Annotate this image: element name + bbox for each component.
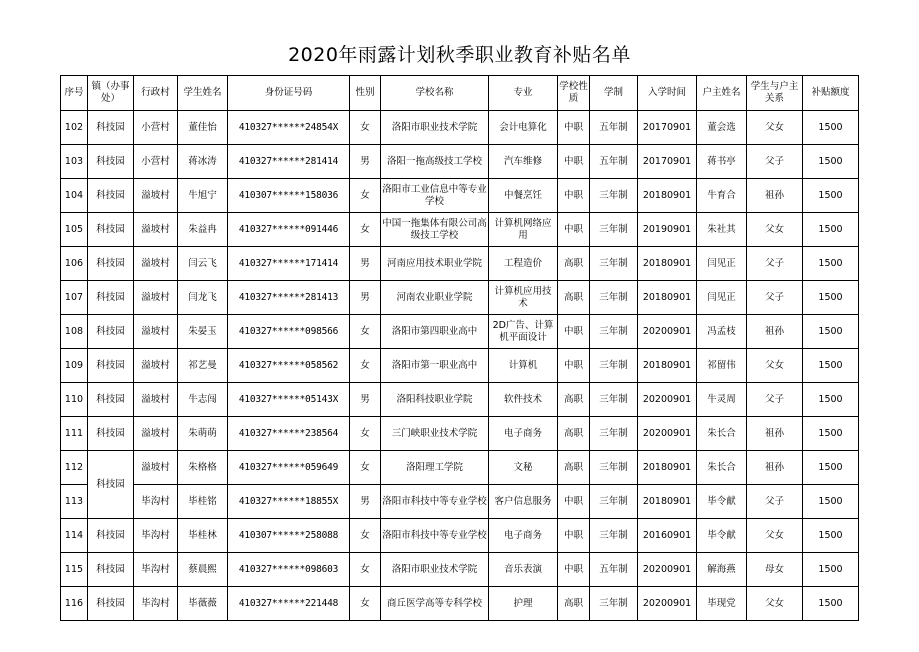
cell-village: 小营村 <box>134 111 178 145</box>
cell-subsidy: 1500 <box>803 213 859 247</box>
cell-gender: 男 <box>350 383 381 417</box>
col-header-major: 专业 <box>489 76 558 111</box>
cell-id-number: 410327******281414 <box>228 145 350 179</box>
cell-village: 溢坡村 <box>134 349 178 383</box>
cell-index: 102 <box>61 111 88 145</box>
col-header-relation: 学生与户主关系 <box>747 76 803 111</box>
cell-major: 汽车维修 <box>489 145 558 179</box>
table-row <box>61 179 859 213</box>
cell-index: 114 <box>61 519 88 553</box>
cell-school-type: 高职 <box>558 281 590 315</box>
cell-school: 洛阳市第一职业高中 <box>381 349 489 383</box>
cell-gender: 男 <box>350 485 381 519</box>
cell-school-type: 中职 <box>558 485 590 519</box>
cell-householder: 牛灵周 <box>697 383 747 417</box>
cell-relation: 父子 <box>747 247 803 281</box>
cell-id-number: 410327******098603 <box>228 553 350 587</box>
cell-index: 110 <box>61 383 88 417</box>
cell-relation: 祖孙 <box>747 315 803 349</box>
cell-school: 洛阳一拖高级技工学校 <box>381 145 489 179</box>
cell-student-name: 毕薇薇 <box>178 587 228 621</box>
cell-duration: 三年制 <box>590 417 638 451</box>
cell-village: 溢坡村 <box>134 281 178 315</box>
cell-school-type: 中职 <box>558 519 590 553</box>
cell-index: 113 <box>61 485 88 519</box>
cell-enroll-date: 20170901 <box>638 111 697 145</box>
cell-householder: 董会选 <box>697 111 747 145</box>
cell-major: 会计电算化 <box>489 111 558 145</box>
cell-householder: 毕令献 <box>697 485 747 519</box>
cell-school: 洛阳市第四职业高中 <box>381 315 489 349</box>
cell-village: 毕沟村 <box>134 519 178 553</box>
cell-relation: 祖孙 <box>747 451 803 485</box>
cell-school: 洛阳市职业技术学院 <box>381 111 489 145</box>
cell-householder: 解海燕 <box>697 553 747 587</box>
cell-gender: 女 <box>350 553 381 587</box>
table-row <box>61 451 859 485</box>
cell-school: 洛阳市科技中等专业学校 <box>381 519 489 553</box>
cell-school: 洛阳科技职业学院 <box>381 383 489 417</box>
cell-householder: 毕现党 <box>697 587 747 621</box>
cell-village: 溢坡村 <box>134 383 178 417</box>
cell-school-type: 中职 <box>558 213 590 247</box>
cell-duration: 三年制 <box>590 383 638 417</box>
col-header-school: 学校名称 <box>381 76 489 111</box>
cell-relation: 父子 <box>747 485 803 519</box>
cell-town: 科技园 <box>88 587 134 621</box>
cell-major: 2D广告、计算机平面设计 <box>489 315 558 349</box>
cell-householder: 朱长合 <box>697 417 747 451</box>
cell-relation: 父女 <box>747 349 803 383</box>
cell-student-name: 祁艺曼 <box>178 349 228 383</box>
cell-id-number: 410327******059649 <box>228 451 350 485</box>
cell-school-type: 高职 <box>558 451 590 485</box>
cell-major: 计算机网络应用 <box>489 213 558 247</box>
cell-enroll-date: 20160901 <box>638 519 697 553</box>
cell-school: 洛阳理工学院 <box>381 451 489 485</box>
cell-duration: 三年制 <box>590 315 638 349</box>
cell-subsidy: 1500 <box>803 315 859 349</box>
cell-gender: 女 <box>350 519 381 553</box>
table-row <box>61 553 859 587</box>
cell-student-name: 毕桂铭 <box>178 485 228 519</box>
cell-gender: 男 <box>350 281 381 315</box>
cell-subsidy: 1500 <box>803 349 859 383</box>
cell-town: 科技园 <box>88 451 134 519</box>
cell-student-name: 董佳怡 <box>178 111 228 145</box>
col-header-enroll-date: 入学时间 <box>638 76 697 111</box>
cell-school: 洛阳市职业技术学院 <box>381 553 489 587</box>
cell-id-number: 410327******098566 <box>228 315 350 349</box>
cell-village: 毕沟村 <box>134 553 178 587</box>
col-header-householder: 户主姓名 <box>697 76 747 111</box>
cell-householder: 朱社其 <box>697 213 747 247</box>
cell-duration: 五年制 <box>590 111 638 145</box>
cell-subsidy: 1500 <box>803 179 859 213</box>
cell-relation: 父女 <box>747 213 803 247</box>
col-header-id-number: 身份证号码 <box>228 76 350 111</box>
cell-school: 中国一拖集体有限公司高级技工学校 <box>381 213 489 247</box>
cell-id-number: 410327******058562 <box>228 349 350 383</box>
cell-relation: 父女 <box>747 519 803 553</box>
cell-student-name: 闫龙飞 <box>178 281 228 315</box>
cell-major: 工程造价 <box>489 247 558 281</box>
cell-village: 小营村 <box>134 145 178 179</box>
cell-enroll-date: 20200901 <box>638 383 697 417</box>
cell-householder: 毕令献 <box>697 519 747 553</box>
cell-householder: 闫见正 <box>697 281 747 315</box>
cell-enroll-date: 20200901 <box>638 315 697 349</box>
cell-gender: 女 <box>350 587 381 621</box>
cell-subsidy: 1500 <box>803 111 859 145</box>
cell-student-name: 朱格格 <box>178 451 228 485</box>
cell-householder: 祁留伟 <box>697 349 747 383</box>
cell-town: 科技园 <box>88 145 134 179</box>
cell-householder: 朱长合 <box>697 451 747 485</box>
cell-gender: 女 <box>350 349 381 383</box>
cell-gender: 女 <box>350 111 381 145</box>
cell-town: 科技园 <box>88 315 134 349</box>
cell-duration: 三年制 <box>590 349 638 383</box>
cell-duration: 五年制 <box>590 553 638 587</box>
table-row <box>61 587 859 621</box>
cell-relation: 父子 <box>747 383 803 417</box>
cell-householder: 蒋书亭 <box>697 145 747 179</box>
cell-town: 科技园 <box>88 179 134 213</box>
cell-duration: 三年制 <box>590 179 638 213</box>
cell-id-number: 410307******158036 <box>228 179 350 213</box>
cell-subsidy: 1500 <box>803 519 859 553</box>
cell-enroll-date: 20180901 <box>638 179 697 213</box>
table-row <box>61 281 859 315</box>
cell-id-number: 410327******24854X <box>228 111 350 145</box>
cell-index: 116 <box>61 587 88 621</box>
cell-village: 溢坡村 <box>134 179 178 213</box>
cell-enroll-date: 20190901 <box>638 213 697 247</box>
cell-student-name: 闫云飞 <box>178 247 228 281</box>
cell-subsidy: 1500 <box>803 281 859 315</box>
cell-major: 中餐烹饪 <box>489 179 558 213</box>
table-row <box>61 417 859 451</box>
header-row <box>61 76 859 111</box>
col-header-duration: 学制 <box>590 76 638 111</box>
cell-student-name: 牛旭宁 <box>178 179 228 213</box>
cell-relation: 祖孙 <box>747 179 803 213</box>
cell-enroll-date: 20180901 <box>638 349 697 383</box>
cell-major: 护理 <box>489 587 558 621</box>
cell-relation: 祖孙 <box>747 417 803 451</box>
cell-subsidy: 1500 <box>803 553 859 587</box>
table-row <box>61 315 859 349</box>
cell-student-name: 蒋冰涛 <box>178 145 228 179</box>
cell-student-name: 牛志闯 <box>178 383 228 417</box>
cell-school: 洛阳市工业信息中等专业学校 <box>381 179 489 213</box>
subsidy-table <box>60 75 859 621</box>
cell-relation: 父女 <box>747 587 803 621</box>
table-row <box>61 349 859 383</box>
cell-index: 109 <box>61 349 88 383</box>
cell-subsidy: 1500 <box>803 145 859 179</box>
col-header-gender: 性别 <box>350 76 381 111</box>
cell-index: 115 <box>61 553 88 587</box>
table-row <box>61 213 859 247</box>
cell-village: 毕沟村 <box>134 587 178 621</box>
table-row <box>61 383 859 417</box>
cell-school-type: 中职 <box>558 553 590 587</box>
cell-school: 洛阳市科技中等专业学校 <box>381 485 489 519</box>
cell-enroll-date: 20180901 <box>638 485 697 519</box>
col-header-subsidy: 补贴额度 <box>803 76 859 111</box>
cell-school-type: 高职 <box>558 383 590 417</box>
cell-major: 电子商务 <box>489 519 558 553</box>
cell-student-name: 朱益冉 <box>178 213 228 247</box>
cell-student-name: 毕桂林 <box>178 519 228 553</box>
col-header-student-name: 学生姓名 <box>178 76 228 111</box>
cell-town: 科技园 <box>88 281 134 315</box>
cell-school-type: 中职 <box>558 179 590 213</box>
cell-index: 112 <box>61 451 88 485</box>
cell-gender: 女 <box>350 451 381 485</box>
cell-village: 溢坡村 <box>134 417 178 451</box>
cell-id-number: 410327******18855X <box>228 485 350 519</box>
cell-gender: 女 <box>350 315 381 349</box>
cell-id-number: 410307******258088 <box>228 519 350 553</box>
cell-town: 科技园 <box>88 111 134 145</box>
cell-enroll-date: 20180901 <box>638 281 697 315</box>
cell-school: 商丘医学高等专科学校 <box>381 587 489 621</box>
cell-id-number: 410327******091446 <box>228 213 350 247</box>
cell-school-type: 中职 <box>558 349 590 383</box>
col-header-school-type: 学校性质 <box>558 76 590 111</box>
cell-town: 科技园 <box>88 417 134 451</box>
cell-gender: 女 <box>350 417 381 451</box>
cell-index: 103 <box>61 145 88 179</box>
cell-duration: 三年制 <box>590 451 638 485</box>
cell-id-number: 410327******281413 <box>228 281 350 315</box>
cell-householder: 牛育合 <box>697 179 747 213</box>
cell-gender: 女 <box>350 213 381 247</box>
table-row <box>61 111 859 145</box>
cell-subsidy: 1500 <box>803 417 859 451</box>
cell-subsidy: 1500 <box>803 485 859 519</box>
cell-village: 溢坡村 <box>134 451 178 485</box>
cell-major: 电子商务 <box>489 417 558 451</box>
cell-duration: 三年制 <box>590 213 638 247</box>
cell-town: 科技园 <box>88 213 134 247</box>
cell-enroll-date: 20200901 <box>638 553 697 587</box>
cell-relation: 母女 <box>747 553 803 587</box>
cell-relation: 父子 <box>747 145 803 179</box>
cell-duration: 三年制 <box>590 587 638 621</box>
cell-householder: 闫见正 <box>697 247 747 281</box>
cell-major: 客户信息服务 <box>489 485 558 519</box>
cell-enroll-date: 20180901 <box>638 247 697 281</box>
cell-index: 104 <box>61 179 88 213</box>
cell-enroll-date: 20200901 <box>638 587 697 621</box>
cell-index: 107 <box>61 281 88 315</box>
cell-village: 溢坡村 <box>134 315 178 349</box>
col-header-index: 序号 <box>61 76 88 111</box>
cell-student-name: 朱晏玉 <box>178 315 228 349</box>
cell-student-name: 朱萌萌 <box>178 417 228 451</box>
cell-duration: 三年制 <box>590 281 638 315</box>
cell-school: 三门峡职业技术学院 <box>381 417 489 451</box>
table-row <box>61 145 859 179</box>
table-row <box>61 485 859 519</box>
cell-town: 科技园 <box>88 383 134 417</box>
cell-index: 111 <box>61 417 88 451</box>
cell-subsidy: 1500 <box>803 383 859 417</box>
cell-gender: 男 <box>350 145 381 179</box>
cell-relation: 父子 <box>747 281 803 315</box>
cell-duration: 五年制 <box>590 145 638 179</box>
cell-duration: 三年制 <box>590 247 638 281</box>
cell-school-type: 高职 <box>558 247 590 281</box>
cell-id-number: 410327******221448 <box>228 587 350 621</box>
cell-major: 计算机 <box>489 349 558 383</box>
cell-major: 音乐表演 <box>489 553 558 587</box>
cell-subsidy: 1500 <box>803 451 859 485</box>
table-row <box>61 519 859 553</box>
cell-town: 科技园 <box>88 349 134 383</box>
cell-school-type: 中职 <box>558 145 590 179</box>
cell-relation: 父女 <box>747 111 803 145</box>
cell-village: 溢坡村 <box>134 213 178 247</box>
cell-id-number: 410327******05143X <box>228 383 350 417</box>
cell-village: 溢坡村 <box>134 247 178 281</box>
cell-id-number: 410327******171414 <box>228 247 350 281</box>
cell-student-name: 蔡晨熙 <box>178 553 228 587</box>
cell-town: 科技园 <box>88 247 134 281</box>
cell-subsidy: 1500 <box>803 247 859 281</box>
col-header-village: 行政村 <box>134 76 178 111</box>
cell-householder: 冯孟枝 <box>697 315 747 349</box>
cell-school-type: 高职 <box>558 417 590 451</box>
page-title: 2020年雨露计划秋季职业教育补贴名单 <box>288 44 631 66</box>
cell-enroll-date: 20180901 <box>638 451 697 485</box>
cell-school-type: 高职 <box>558 587 590 621</box>
cell-major: 文秘 <box>489 451 558 485</box>
col-header-town: 镇（办事处） <box>88 76 134 111</box>
cell-town: 科技园 <box>88 553 134 587</box>
cell-town: 科技园 <box>88 519 134 553</box>
cell-enroll-date: 20200901 <box>638 417 697 451</box>
cell-school-type: 中职 <box>558 111 590 145</box>
cell-enroll-date: 20170901 <box>638 145 697 179</box>
cell-index: 106 <box>61 247 88 281</box>
cell-index: 108 <box>61 315 88 349</box>
cell-major: 计算机应用技术 <box>489 281 558 315</box>
cell-village: 毕沟村 <box>134 485 178 519</box>
cell-gender: 男 <box>350 247 381 281</box>
cell-duration: 三年制 <box>590 485 638 519</box>
cell-index: 105 <box>61 213 88 247</box>
cell-id-number: 410327******238564 <box>228 417 350 451</box>
cell-subsidy: 1500 <box>803 587 859 621</box>
cell-major: 软件技术 <box>489 383 558 417</box>
cell-school: 河南农业职业学院 <box>381 281 489 315</box>
cell-gender: 女 <box>350 179 381 213</box>
cell-school-type: 中职 <box>558 315 590 349</box>
cell-school: 河南应用技术职业学院 <box>381 247 489 281</box>
table-row <box>61 247 859 281</box>
cell-duration: 三年制 <box>590 519 638 553</box>
